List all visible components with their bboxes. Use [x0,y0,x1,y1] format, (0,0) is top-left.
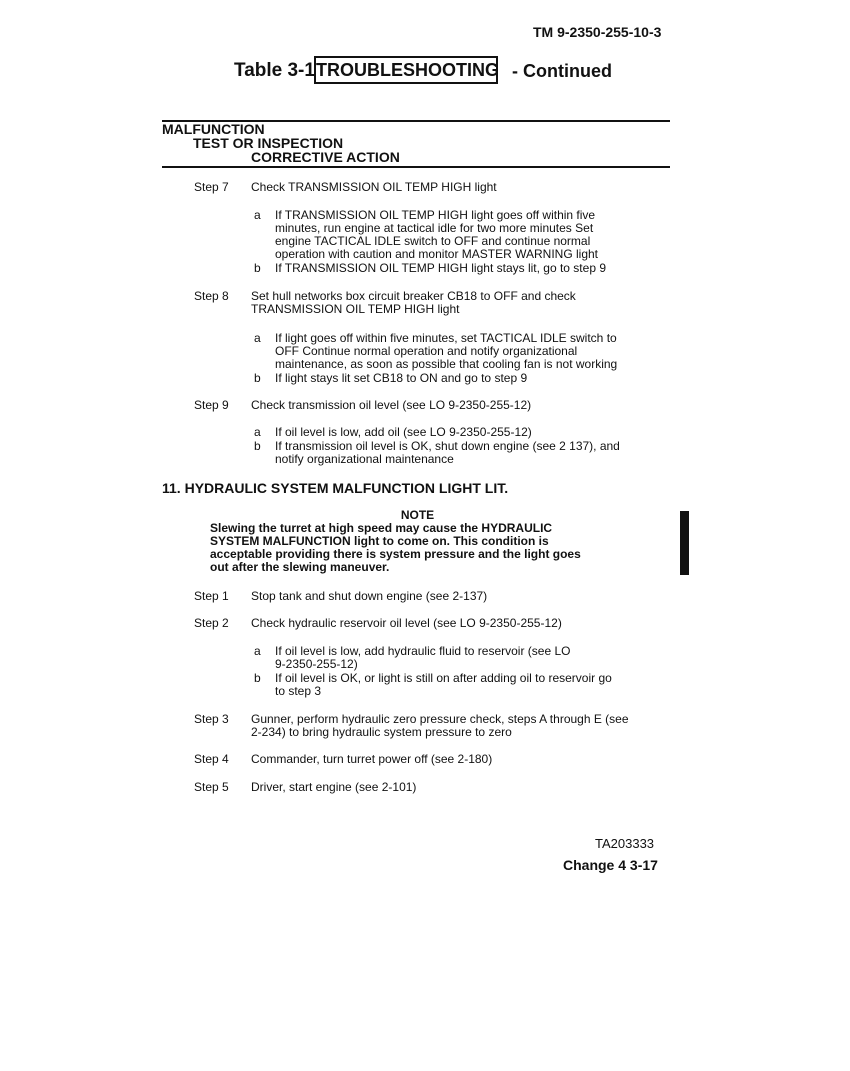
column-header-action: CORRECTIVE ACTION [251,149,400,165]
sub-line: to step 3 [275,684,322,698]
sub-text: If TRANSMISSION OIL TEMP HIGH light stays lit, go to step 9 [275,261,606,275]
sub-line: If light goes off within five minutes, set TACTICAL IDLE switch to [275,331,617,345]
step-label: Step 7 [194,180,229,194]
sub-text [275,672,670,698]
note-line: Slewing the turret at high speed may cause the HYDRAULIC [210,521,553,535]
step-text: Commander, turn turret power off (see 2-180) [251,752,493,766]
sub-letter: b [254,671,261,685]
sub-letter: b [254,371,261,385]
column-header-malfunction: MALFUNCTION [162,121,265,137]
sub-line: If transmission oil level is OK, shut down engine (see 2 137), and [275,439,620,453]
note-text [210,522,625,574]
sub-line: operation with caution and monitor MASTER WARNING light [275,247,599,261]
step-text: Check transmission oil level (see LO 9-2350-255-12) [251,398,532,412]
sub-line: notify organizational maintenance [275,452,454,466]
sub-letter: a [254,208,261,222]
sub-line: engine TACTICAL IDLE switch to OFF and continue normal [275,234,591,248]
table-title: TROUBLESHOOTING [314,56,498,84]
step-text: Check TRANSMISSION OIL TEMP HIGH light [251,180,497,194]
step-label: Step 2 [194,616,229,630]
figure-id: TA203333 [595,836,655,851]
change-page-number: Change 4 3-17 [563,857,658,873]
note-title: NOTE [400,508,435,522]
sub-letter: a [254,425,261,439]
sub-line: If oil level is low, add hydraulic fluid to reservoir (see LO [275,644,571,658]
sub-text: If oil level is low, add oil (see LO 9-2350-255-12) [275,425,532,439]
sub-line: If TRANSMISSION OIL TEMP HIGH light goes off within five [275,208,596,222]
step-text: Stop tank and shut down engine (see 2-137) [251,589,488,603]
step-text [251,290,671,316]
step-text [251,713,671,739]
step-label: Step 4 [194,752,229,766]
step-line: Set hull networks box circuit breaker CB18 to OFF and check [251,289,576,303]
step-line: 2-234) to bring hydraulic system pressure to zero [251,725,512,739]
step-label: Step 1 [194,589,229,603]
sub-line: OFF Continue normal operation and notify organizational [275,344,578,358]
header-bottom-rule [162,166,670,168]
column-header-test: TEST OR INSPECTION [193,135,344,151]
section-title: 11. HYDRAULIC SYSTEM MALFUNCTION LIGHT LIT. [162,480,509,496]
table-number: Table 3-1 [234,60,315,81]
sub-letter: a [254,644,261,658]
note-line: out after the slewing maneuver. [210,560,390,574]
sub-text [275,645,670,671]
step-label: Step 5 [194,780,229,794]
sub-text [275,440,670,466]
document-number: TM 9-2350-255-10-3 [533,24,662,40]
table-continued-label: - Continued [512,61,612,81]
sub-letter: b [254,439,261,453]
step-line: Gunner, perform hydraulic zero pressure check, steps A through E (see [251,712,629,726]
sub-line: minutes, run engine at tactical idle for two more minutes Set [275,221,594,235]
note-line: SYSTEM MALFUNCTION light to come on. This condition is [210,534,549,548]
step-label: Step 8 [194,289,229,303]
sub-line: If oil level is OK, or light is still on after adding oil to reservoir go [275,671,612,685]
sub-letter: b [254,261,261,275]
sub-line: 9-2350-255-12) [275,657,358,671]
step-text: Check hydraulic reservoir oil level (see LO 9-2350-255-12) [251,616,562,630]
sub-text [275,332,670,371]
sub-text: If light stays lit set CB18 to ON and go to step 9 [275,371,528,385]
step-label: Step 9 [194,398,229,412]
sub-text [275,209,670,261]
sub-letter: a [254,331,261,345]
note-line: acceptable providing there is system pressure and the light goes [210,547,581,561]
change-bar [680,511,689,575]
sub-line: maintenance, as soon as possible that cooling fan is not working [275,357,618,371]
step-text: Driver, start engine (see 2-101) [251,780,417,794]
step-line: TRANSMISSION OIL TEMP HIGH light [251,302,460,316]
step-label: Step 3 [194,712,229,726]
